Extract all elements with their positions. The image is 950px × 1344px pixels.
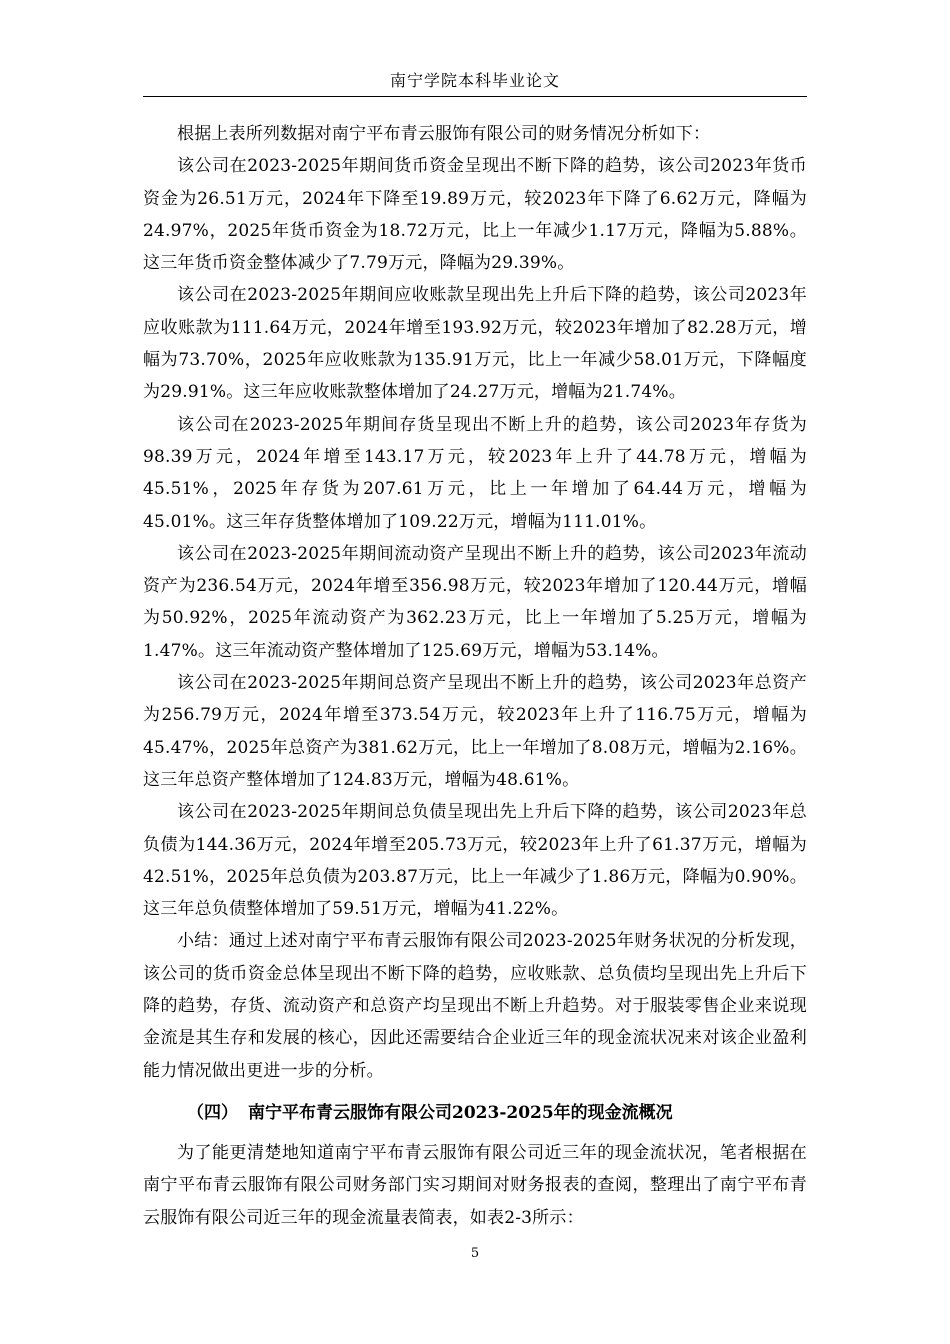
paragraph-monetary-funds: 该公司在2023-2025年期间货币资金呈现出不断下降的趋势，该公司2023年货币资金为26.51万元，2024年下降至19.89万元，较2023年下降了6.62万元，降幅为24.97%，2025年货币资金为18.72万元，比上一年减少1.17万元，降幅为5.88%。这三年货币资金整体减少了7.79万元，降幅为29.39%。	[143, 156, 807, 274]
paragraph-intro: 根据上表所列数据对南宁平布青云服饰有限公司的财务情况分析如下：	[177, 124, 711, 144]
section-title: 南宁平布青云服饰有限公司2023-2025年的现金流概况	[248, 1102, 673, 1123]
paragraph-total-liabilities: 该公司在2023-2025年期间总负债呈现出先上升后下降的趋势，该公司2023年总负债为144.36万元，2024年增至205.73万元，较2023年上升了61.37万元，增幅为42.51%，2025年总负债为203.87万元，比上一年减少了1.86万元，降幅为0.90%。这三年总负债整体增加了59.51万元，增幅为41.22%。	[143, 802, 807, 920]
document-body	[143, 118, 807, 1234]
header-title: 南宁学院本科毕业论文	[389, 71, 560, 90]
page-header	[143, 68, 807, 97]
paragraph-summary: 小结：通过上述对南宁平布青云服饰有限公司2023-2025年财务状况的分析发现，该公司的货币资金总体呈现出不断下降的趋势，应收账款、总负债均呈现出先上升后下降的趋势，存货、流动资产和总资产均呈现出不断上升趋势。对于服装零售企业来说现金流是其生存和发展的核心，因此还需要结合企业近三年的现金流状况来对该企业盈利能力情况做出更进一步的分析。	[143, 931, 807, 1081]
paragraph-inventory: 该公司在2023-2025年期间存货呈现出不断上升的趋势，该公司2023年存货为98.39万元，2024年增至143.17万元，较2023年上升了44.78万元，增幅为45.51%，2025年存货为207.61万元，比上一年增加了64.44万元，增幅为45.01%。这三年存货整体增加了109.22万元，增幅为111.01%。	[143, 414, 807, 532]
paragraph-cashflow-intro: 为了能更清楚地知道南宁平布青云服饰有限公司近三年的现金流状况，笔者根据在南宁平布青云服饰有限公司财务部门实习期间对财务报表的查阅，整理出了南宁平布青云服饰有限公司近三年的现金流量表简表，如表2-3所示：	[143, 1142, 807, 1228]
paragraph-accounts-receivable: 该公司在2023-2025年期间应收账款呈现出先上升后下降的趋势，该公司2023年应收账款为111.64万元，2024年增至193.92万元，较2023年增加了82.28万元，增幅为73.70%，2025年应收账款为135.91万元，比上一年减少58.01万元，下降幅度为29.91%。这三年应收账款整体增加了24.27万元，增幅为21.74%。	[143, 285, 807, 403]
page-number: 5	[470, 1246, 480, 1261]
section-number: （四）	[187, 1102, 238, 1123]
section-heading	[143, 1097, 807, 1129]
paragraph-current-assets: 该公司在2023-2025年期间流动资产呈现出不断上升的趋势，该公司2023年流动资产为236.54万元，2024年增至356.98万元，较2023年增加了120.44万元，增幅为50.92%，2025年流动资产为362.23万元，比上一年增加了5.25万元，增幅为1.47%。这三年流动资产整体增加了125.69万元，增幅为53.14%。	[143, 543, 807, 661]
paragraph-total-assets: 该公司在2023-2025年期间总资产呈现出不断上升的趋势，该公司2023年总资产为256.79万元，2024年增至373.54万元，较2023年上升了116.75万元，增幅为45.47%，2025年总资产为381.62万元，比上一年增加了8.08万元，增幅为2.16%。这三年总资产整体增加了124.83万元，增幅为48.61%。	[143, 673, 807, 790]
